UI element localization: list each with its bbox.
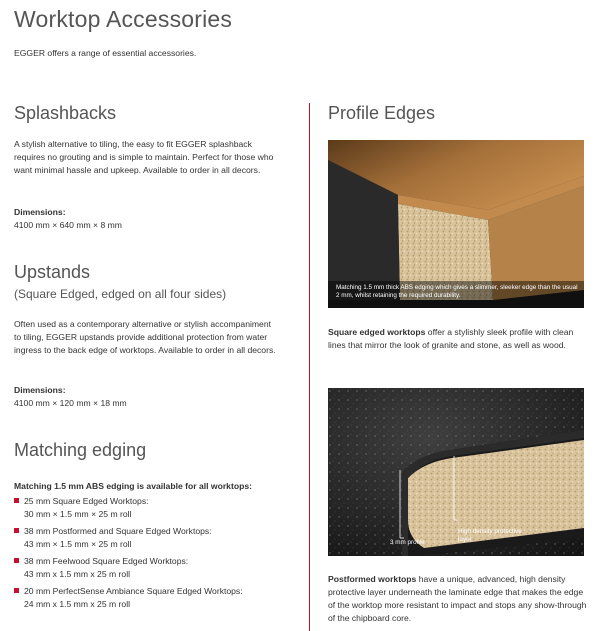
square-edged-text: offer a stylishly sleek profile with clean lines that mirror the look of granite and stone, as well as wood. [328,327,574,350]
page-title: Worktop Accessories [14,6,233,32]
upstands-dimensions-value: 4100 mm × 120 mm × 18 mm [14,398,127,408]
splashbacks-dimensions-value: 4100 mm × 640 mm × 8 mm [14,220,122,230]
postformed-term: Postformed worktops [328,574,417,584]
edging-item [14,585,284,611]
bullet-square-icon [14,588,19,593]
edging-item [14,525,284,551]
edging-item-size: 43 mm x 1.5 mm x 25 m roll [24,569,131,579]
matching-edging-heading: Matching edging [14,440,147,460]
square-edge-illustration [328,140,584,308]
splashbacks-heading: Splashbacks [14,103,117,123]
postformed-worktop-image [328,388,584,556]
postformed-description [328,573,588,625]
edging-item-label: 38 mm Postformed and Square Edged Worktops: [24,526,212,536]
column-divider [309,103,310,631]
edging-item-size: 24 mm x 1.5 mm x 25 m roll [24,599,131,609]
matching-edging-intro: Matching 1.5 mm ABS edging is available for all worktops: [14,481,252,491]
edging-list [14,495,284,615]
bullet-square-icon [14,558,19,563]
label-3mm-profile: 3 mm profile [390,539,425,546]
splashbacks-body: A stylish alternative to tiling, the easy to fit EGGER splashback requires no grouting and is simple to maintain. Perfect for those who want minimal hassle and upkeep. Available to order in all decors. [14,139,274,175]
upstands-dimensions-label: Dimensions: [14,385,66,395]
upstands-subheading: (Square Edged, edged on all four sides) [14,287,227,301]
label-high-density: High density protective layer [458,528,522,543]
upstands-body: Often used as a contemporary alternative or stylish accompaniment to tiling, EGGER upstands provide additional protection from water ingress to the back edge of worktops. Available to order in all decors. [14,319,276,355]
square-edged-description [328,326,586,352]
edging-item-size: 30 mm × 1.5 mm × 25 m roll [24,509,132,519]
bullet-square-icon [14,498,19,503]
edging-item-label: 38 mm Feelwood Square Edged Worktops: [24,556,189,566]
postformed-edge-illustration [328,388,584,556]
splashbacks-dimensions-label: Dimensions: [14,207,66,217]
edging-item-size: 43 mm × 1.5 mm × 25 m roll [24,539,132,549]
square-edged-term: Square edged worktops [328,327,426,337]
edging-item [14,495,284,521]
square-edged-worktop-image [328,140,584,308]
postformed-text: have a unique, advanced, high density protective layer underneath the laminate edge that makes the edge of the worktop more resistant to impact and stops any show-through of the chipboard core. [328,574,587,623]
upstands-heading: Upstands [14,262,91,282]
page-intro: EGGER offers a range of essential accessories. [14,48,197,58]
edging-item [14,555,284,581]
image1-caption: Matching 1.5 mm thick ABS edging which gives a slimmer, sleeker edge than the usual 2 mm, whilst retaining the required durability. [336,284,578,299]
edging-item-label: 25 mm Square Edged Worktops: [24,496,149,506]
profile-edges-heading: Profile Edges [328,103,436,123]
bullet-square-icon [14,528,19,533]
edging-item-label: 20 mm PerfectSense Ambiance Square Edged Worktops: [24,586,243,596]
